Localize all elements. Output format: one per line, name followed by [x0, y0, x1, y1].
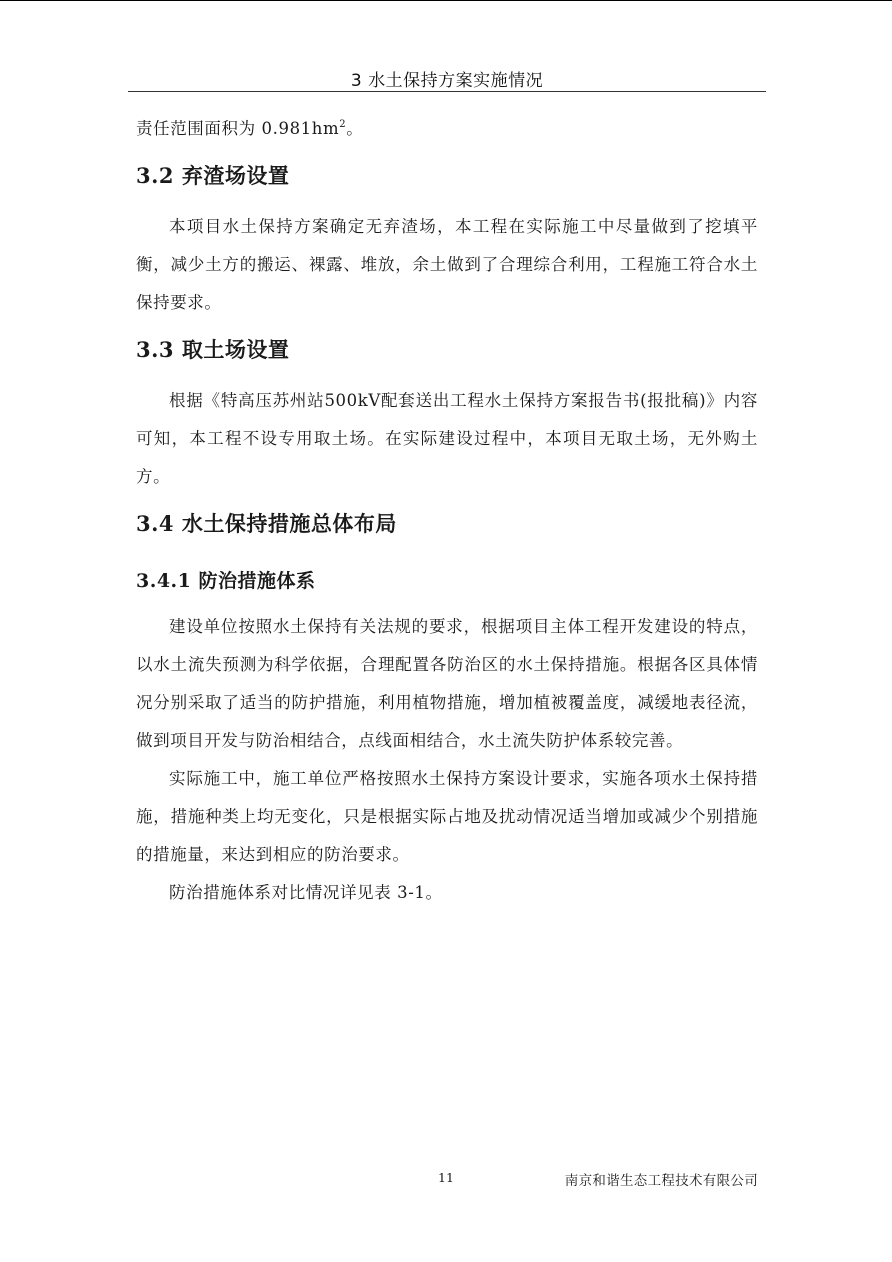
section-3-4-1-paragraph-1: 建设单位按照水土保持有关法规的要求，根据项目主体工程开发建设的特点，以水土流失预测为科学依据，合理配置各防治区的水土保持措施。根据各区具体情况分别采取了适当的防护措施，利用植物措施，增加植被覆盖度，减缓地表径流，做到项目开发与防治相结合，点线面相结合，水土流失防护体系较完善。 [136, 617, 758, 750]
footer-company: 南京和谐生态工程技术有限公司 [564, 1173, 758, 1189]
section-3-4-1-heading: 3.4.1 防治措施体系 [136, 570, 316, 592]
running-header: 3 水土保持方案实施情况 [350, 71, 544, 91]
section-3-4-heading: 3.4 水土保持措施总体布局 [136, 511, 397, 536]
section-3-2-paragraph: 本项目水土保持方案确定无弃渣场，本工程在实际施工中尽量做到了挖填平衡，减少土方的搬运、裸露、堆放，余土做到了合理综合利用，工程施工符合水土保持要求。 [136, 217, 758, 312]
intro-paragraph [136, 110, 758, 148]
section-3-3-paragraph: 根据《特高压苏州站500kV配套送出工程水土保持方案报告书(报批稿)》内容可知，本工程不设专用取土场。在实际建设过程中，本项目无取土场，无外购土方。 [136, 391, 758, 486]
section-3-2-heading: 3.2 弃渣场设置 [136, 163, 290, 188]
section-3-3-heading: 3.3 取土场设置 [136, 337, 290, 362]
header-divider [128, 91, 766, 92]
intro-text: 责任范围面积为 0.981hm [136, 119, 340, 138]
page-body [136, 110, 758, 912]
section-3-4-1-paragraph-3: 防治措施体系对比情况详见表 3-1。 [169, 883, 443, 902]
intro-tail: 。 [346, 119, 364, 138]
intro-superscript: 2 [339, 119, 347, 130]
section-3-4-1-paragraph-2: 实际施工中，施工单位严格按照水土保持方案设计要求，实施各项水土保持措施，措施种类上均无变化，只是根据实际占地及扰动情况适当增加或减少个别措施的措施量，来达到相应的防治要求。 [136, 769, 758, 864]
top-border [0, 0, 892, 1]
page-number: 11 [438, 1170, 454, 1185]
